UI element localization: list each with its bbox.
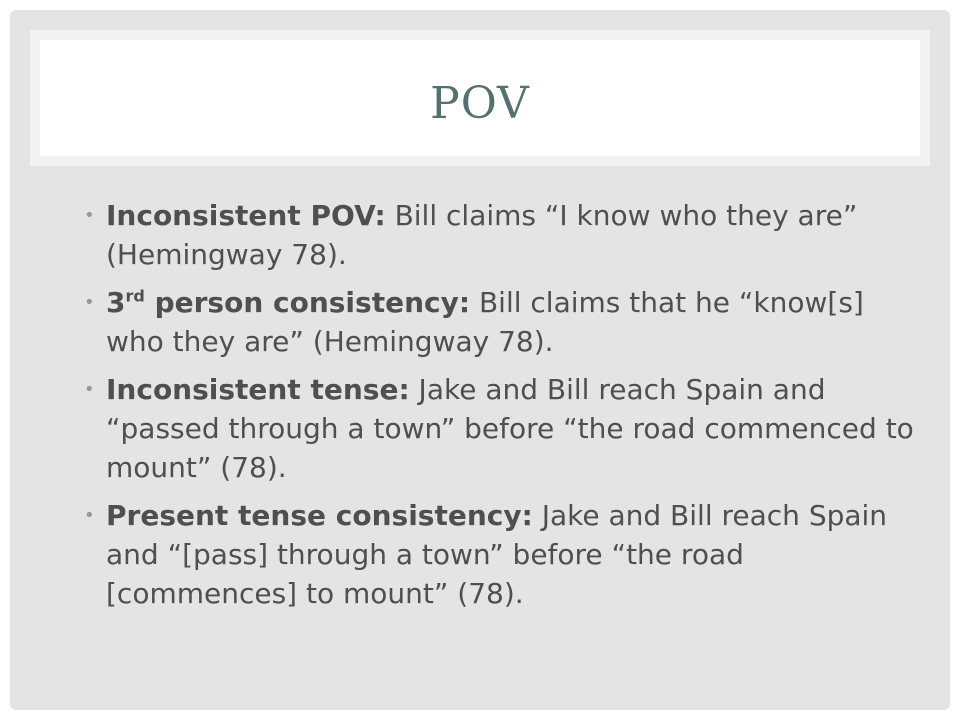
bullet-lead: Inconsistent tense: <box>106 373 410 406</box>
bullet-text: Jake and Bill reach Spain and “passed through a town” before “the road commenced to mount” (78). <box>106 373 914 484</box>
bullet-text: Bill claims that he “know[s] who they are” (Hemingway 78). <box>106 286 864 358</box>
bullet-lead-rest: person consistency: <box>144 286 471 319</box>
bullet-item <box>84 196 914 274</box>
bullet-lead <box>106 286 470 319</box>
bullet-dot: • <box>84 292 95 313</box>
title-band <box>30 30 930 166</box>
bullet-list <box>84 196 914 622</box>
title-box <box>40 40 920 156</box>
bullet-item <box>84 283 914 361</box>
bullet-text: Bill claims “I know who they are” (Hemingway 78). <box>106 199 858 271</box>
bullet-lead: Inconsistent POV: <box>106 199 386 232</box>
bullet-dot: • <box>84 379 95 400</box>
bullet-dot: • <box>84 505 95 526</box>
slide-title: POV <box>430 77 530 129</box>
bullet-dot: • <box>84 205 95 226</box>
bullet-lead-main: 3 <box>106 286 126 319</box>
bullet-lead: Present tense consistency: <box>106 499 533 532</box>
slide <box>10 10 950 710</box>
bullet-item <box>84 496 914 613</box>
bullet-lead-superscript: rd <box>125 286 145 306</box>
bullet-item <box>84 370 914 487</box>
bullet-text: Jake and Bill reach Spain and “[pass] through a town” before “the road [commences] to mount” (78). <box>106 499 888 610</box>
